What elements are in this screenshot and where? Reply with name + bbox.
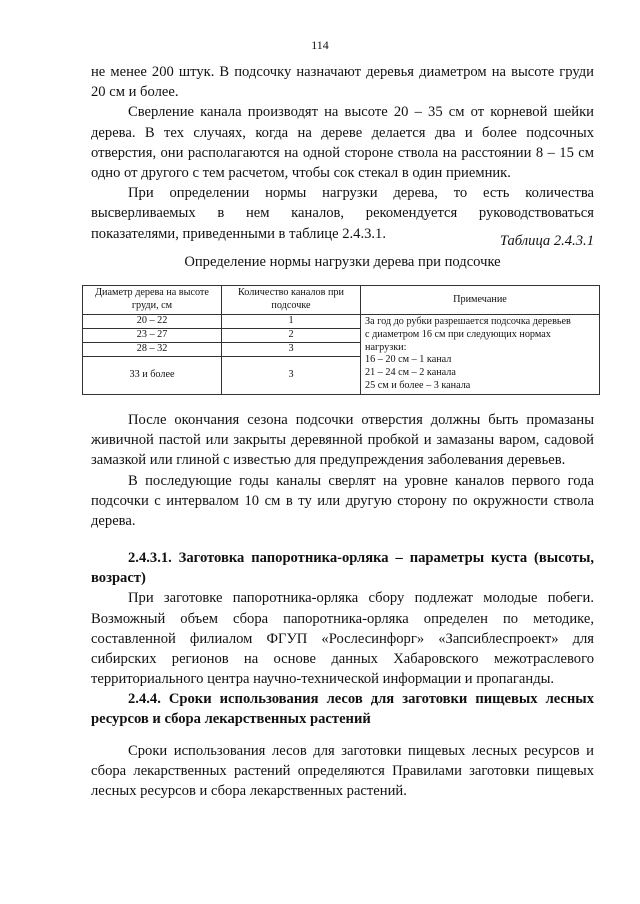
paragraph-7: Сроки использования лесов для заготовки пищевых лесных ресурсов и сбора лекарственных растений определяются Правилами заготовки пищевых лесных ресурсов и сбора лекарственных растений.	[91, 743, 594, 800]
table-title: Определение нормы нагрузки дерева при подсочке	[184, 254, 501, 270]
note-line: 21 – 24 см – 2 канала	[365, 367, 456, 379]
section-terms	[91, 689, 594, 729]
text-block-after-table	[91, 410, 594, 531]
paragraph-3: При определении нормы нагрузки дерева, то есть количества высверливаемых в нем каналов, рекомендуется руководствоваться показателями, приведенными в таблице 2.4.3.1.	[91, 185, 594, 242]
table-caption: Таблица 2.4.3.1	[499, 233, 594, 249]
cell-diameter: 28 – 32	[83, 342, 222, 356]
cell-diameter: 20 – 22	[83, 315, 222, 329]
section-heading-2431: 2.4.3.1. Заготовка папоротника-орляка – параметры куста (высоты, возраст)	[91, 550, 594, 587]
paragraph-2: Сверление канала производят на высоте 20 – 35 см от корневой шейки дерева. В тех случаях, когда на дереве делается два и более подсочных отверстия, они располагаются на одной стороне ствола на расстоянии 8 – 15 см одно от другого с тем расчетом, чтобы сок стекал в один приемник.	[91, 104, 594, 182]
cell-channels: 2	[222, 328, 361, 342]
note-line: 25 см и более – 3 канала	[365, 379, 471, 391]
text-block-final	[91, 741, 594, 802]
cell-channels: 1	[222, 315, 361, 329]
note-line: 16 – 20 см – 1 канал	[365, 354, 452, 366]
paragraph-1: не менее 200 штук. В подсочку назначают деревья диаметром на высоте груди 20 см и более.	[91, 64, 594, 101]
section-fern	[91, 548, 594, 689]
table-header-row	[83, 286, 600, 315]
header-note: Примечание	[361, 286, 600, 315]
cell-channels: 3	[222, 356, 361, 394]
note-line: с диаметром 16 см при следующих нормах	[365, 328, 551, 340]
section-heading-244: 2.4.4. Сроки использования лесов для заготовки пищевых лесных ресурсов и сбора лекарственных растений	[91, 691, 594, 728]
table-row	[83, 315, 600, 329]
text-block-intro	[91, 62, 594, 244]
cell-channels: 3	[222, 342, 361, 356]
page-number: 114	[311, 38, 329, 52]
note-line: За год до рубки разрешается подсочка деревьев	[365, 316, 571, 327]
header-channels: Количество каналов при подсочке	[222, 286, 361, 315]
load-norm-table	[82, 285, 600, 395]
cell-diameter: 33 и более	[83, 356, 222, 394]
paragraph-5: В последующие годы каналы сверлят на уровне каналов первого года подсочки с интервалом 10 см в ту или другую сторону по окружности ствола дерева.	[91, 472, 594, 530]
note-line: нагрузки:	[365, 341, 407, 353]
paragraph-6: При заготовке папоротника-орляка сбору подлежат молодые побеги. Возможный объем сбора папоротника-орляка определен по методике, составленной филиалом ФГУП «Рослесинфорг» «Запсиблеспроект» для сибирских регионов на основе данных Хабаровского межотраслевого территориального центра научно-технической информации и пропаганды.	[91, 590, 594, 688]
cell-note	[361, 315, 600, 395]
paragraph-4: После окончания сезона подсочки отверстия должны быть промазаны живичной пастой или закрыты деревянной пробкой и замазаны варом, садовой замазкой или глиной с известью для предупреждения заболевания деревьев.	[91, 412, 594, 469]
cell-diameter: 23 – 27	[83, 328, 222, 342]
header-diameter: Диаметр дерева на высоте груди, см	[83, 286, 222, 315]
